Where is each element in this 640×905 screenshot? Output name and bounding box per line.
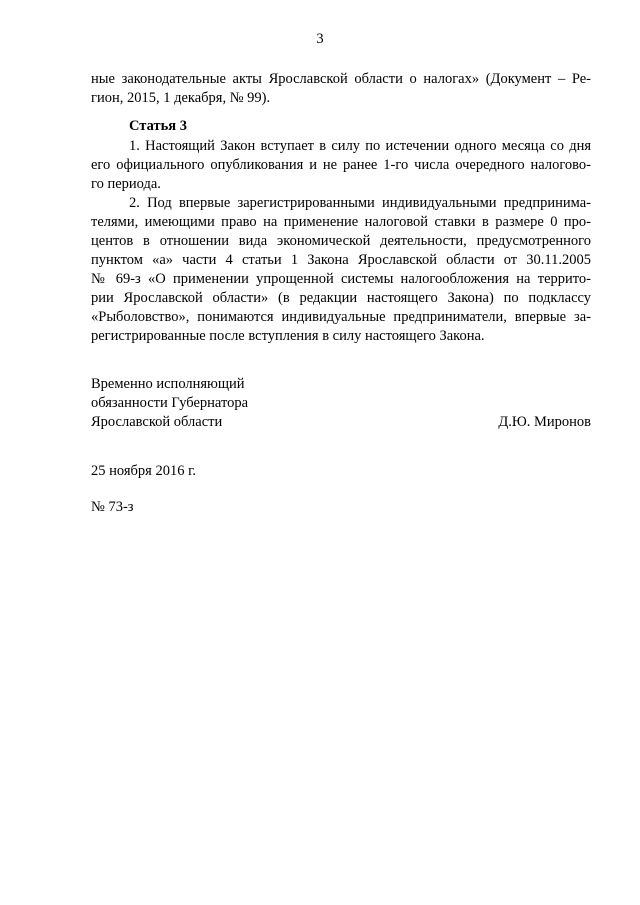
paragraph-line: го периода. [91, 176, 161, 192]
paragraph-line: центов в отношении вида экономической деятельности, предусмотренного [91, 233, 591, 249]
paragraph-line: 2. Под впервые зарегистрированными индивидуальными предпринима- [129, 195, 591, 211]
signatory-title-line: Временно исполняющий [91, 376, 245, 392]
paragraph-line: его официального опубликования и не ранее 1-го числа очередного налогово- [91, 157, 591, 173]
intro-line: гион, 2015, 1 декабря, № 99). [91, 90, 271, 106]
document-date: 25 ноября 2016 г. [91, 463, 197, 479]
page-number: 3 [316, 31, 324, 47]
signatory-name: Д.Ю. Миронов [498, 414, 591, 430]
intro-line: ные законодательные акты Ярославской области о налогах» (Документ – Ре- [91, 71, 591, 87]
paragraph-line: № 69-з «О применении упрощенной системы налогообложения на террито- [91, 271, 591, 287]
document-number: № 73-з [91, 499, 134, 515]
paragraph-line: рии Ярославской области» (в редакции настоящего Закона) по подклассу [91, 290, 591, 306]
paragraph-line: телями, имеющими право на применение налоговой ставки в размере 0 про- [91, 214, 591, 230]
signatory-title-line: обязанности Губернатора [91, 395, 249, 411]
paragraph-line: 1. Настоящий Закон вступает в силу по истечении одного месяца со дня [129, 138, 591, 154]
paragraph-line: регистрированные после вступления в силу настоящего Закона. [91, 328, 485, 344]
article-heading: Статья 3 [129, 118, 187, 134]
paragraph-line: «Рыболовство», понимаются индивидуальные предприниматели, впервые за- [91, 309, 591, 325]
signatory-title-line: Ярославской области [91, 414, 223, 430]
paragraph-line: пунктом «а» части 4 статьи 1 Закона Ярославской области от 30.11.2005 [91, 252, 591, 268]
